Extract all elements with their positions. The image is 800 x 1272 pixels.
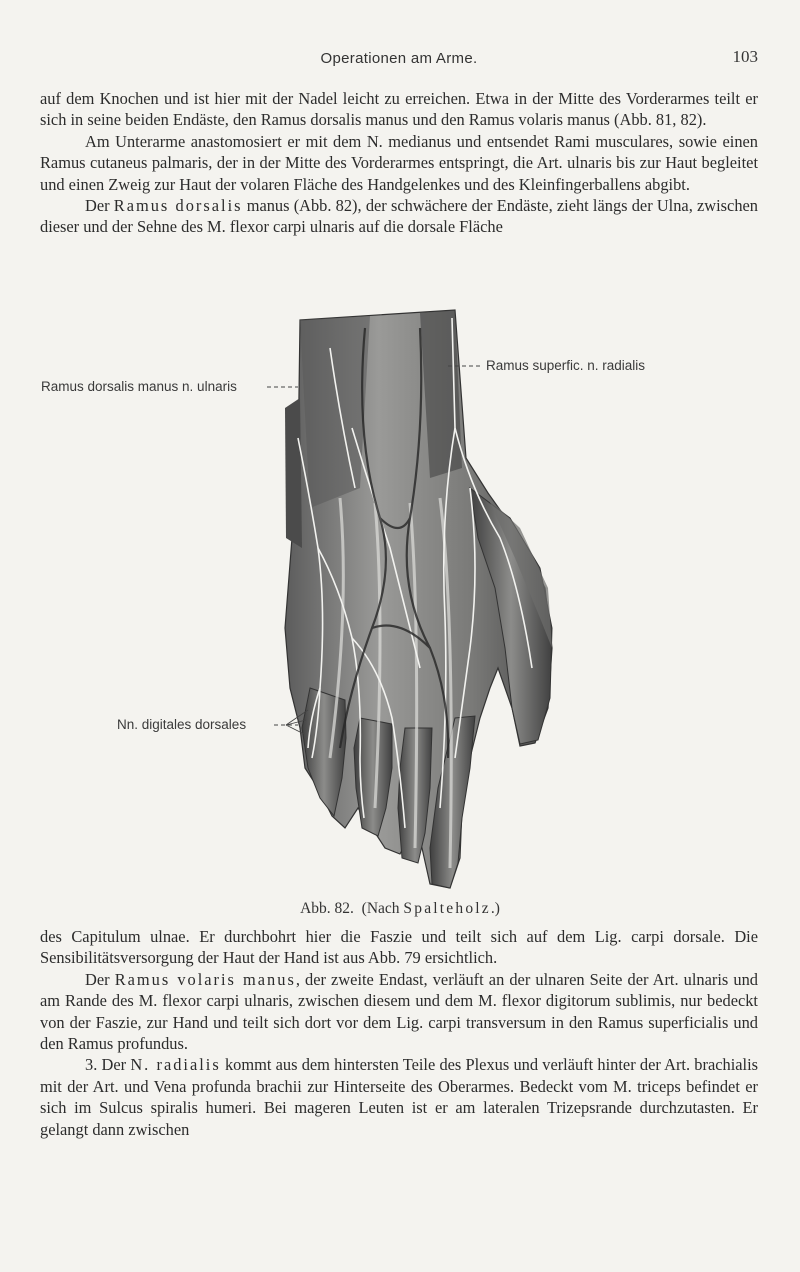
lead-word: Der — [85, 196, 110, 216]
top-text-block — [40, 88, 758, 238]
figure-abb-82 — [0, 288, 800, 917]
paragraph-capitulum-ulnae: des Capitulum ulnae. Er durchbohrt hier die Faszie und teilt sich auf dem Lig. carpi dorsale. Die Sensibilitätsversorgung der Haut der Hand ist aus Abb. 79 ersichtlich. — [40, 927, 758, 968]
paragraph-ramus-dorsalis — [40, 195, 758, 238]
running-title: Operationen am Arme. — [320, 50, 478, 67]
paragraph-rest: , der zweite Endast, verläuft an der ulnaren Seite der Art. ulnaris und am Rande des M. flexor carpi ulnaris, zwischen diesem und dem M. flexor digitorum sublimis, nur bedeckt von der Faszie, zur Hand und teilt sich dort vor dem Lig. carpi transversum in den Ramus superficialis und den Ramus profundus. — [40, 969, 758, 1054]
caption-close: .) — [490, 900, 500, 917]
label-nn-digitales-dorsales: Nn. digitales dorsales — [117, 717, 247, 732]
bottom-text-block — [40, 926, 758, 1140]
paragraph-rest: kommt aus dem hintersten Teile des Plexus und verläuft hinter der Art. brachialis mit der Art. und Vena profunda brachii zur Hinterseite des Oberarmes. Bedeckt vom M. triceps befindet er sich im Sulcus spiralis humeri. Bei mageren Leuten ist er am lateralen Trizepsrande durchzutasten. Er gelangt dann zwischen — [40, 1055, 759, 1139]
lead-word: Der — [85, 969, 110, 989]
running-head — [40, 47, 758, 74]
caption-open: (Nach — [361, 900, 400, 917]
caption-number: Abb. 82. — [300, 900, 354, 917]
paragraph-ramus-volaris — [40, 969, 758, 1055]
paragraph-rest: manus (Abb. 82), der schwächere der Endäste, zieht längs der Ulna, zwischen dieser und der Sehne des M. flexor carpi ulnaris auf die dorsale Fläche — [40, 196, 758, 237]
figure-caption — [0, 900, 800, 918]
label-ramus-superfic-radialis: Ramus superfic. n. radialis — [486, 358, 646, 373]
term-ramus-volaris: Ramus volaris manus — [114, 969, 296, 989]
caption-author: Spalteholz — [403, 900, 491, 917]
page-number: 103 — [732, 47, 758, 66]
lead-word: 3. Der — [85, 1055, 127, 1075]
paragraph-n-radialis — [40, 1054, 758, 1140]
paragraph-anastomosis: Am Unterarme anastomosiert er mit dem N. medianus und entsendet Rami musculares, sowie einen Ramus cutaneus palmaris, der in der Mitte des Vorderarmes entspringt, die Art. ulnaris bis zur Haut begleitet und einen Zweig zur Haut der volaren Fläche des Handgelenkes und des Kleinfingerballens abgibt. — [40, 131, 758, 194]
term-ramus-dorsalis: Ramus dorsalis — [113, 196, 243, 216]
term-n-radialis: N. radialis — [130, 1055, 221, 1075]
label-ramus-dorsalis-ulnaris: Ramus dorsalis manus n. ulnaris — [41, 379, 237, 394]
paragraph-continuation: auf dem Knochen und ist hier mit der Nadel leicht zu erreichen. Etwa in der Mitte des Vorderarmes teilt er sich in seine beiden Endäste, den Ramus dorsalis manus und den Ramus volaris manus (Abb. 81, 82). — [40, 89, 758, 130]
